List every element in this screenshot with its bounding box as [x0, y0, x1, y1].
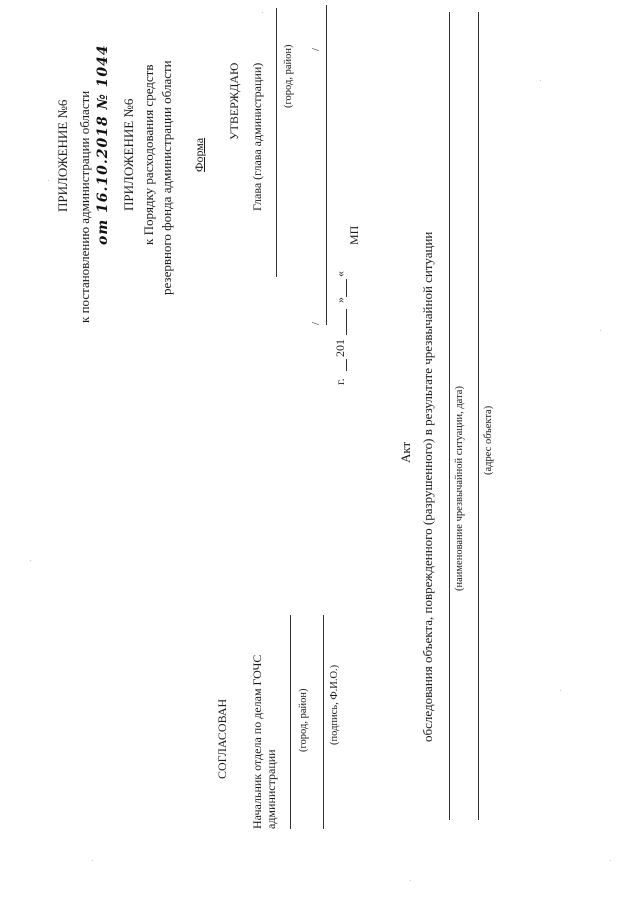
- approve-city-caption: (город, район): [283, 44, 294, 108]
- approve-slash-left: /: [311, 322, 322, 325]
- appendix-order-title: ПРИЛОЖЕНИЕ №6: [121, 98, 136, 211]
- approve-head-label: Глава (глава администрации): [250, 62, 264, 211]
- approve-signature-line: [326, 5, 327, 325]
- agreed-title: СОГЛАСОВАН: [215, 698, 229, 779]
- act-title: Акт: [398, 441, 413, 463]
- act-emergency-caption: (наименование чрезвычайной ситуации, дата): [454, 386, 465, 591]
- approve-stamp-mp: МП: [347, 225, 361, 245]
- approve-year-suffix: г.: [333, 378, 347, 385]
- approve-year: 201: [333, 339, 347, 357]
- agreed-position-line1: Начальник отдела по делам ГОЧС: [250, 654, 264, 829]
- approve-city-line: [276, 8, 277, 277]
- act-subtitle: обследования объекта, поврежденного (разрушенного) в результате чрезвычайной ситуации: [420, 231, 435, 742]
- approve-title: УТВЕРЖДАЮ: [227, 62, 241, 140]
- handwritten-resolution-date: от 16.10.2018 № 1044: [95, 44, 111, 245]
- scan-speck: [610, 860, 611, 861]
- act-emergency-line: [449, 12, 450, 820]
- scan-speck: [48, 180, 49, 181]
- agreed-signature-line: [323, 615, 324, 829]
- appendix-order-line1: к Порядку расходования средств: [141, 64, 156, 245]
- act-address-caption: (адрес объекта): [483, 405, 494, 475]
- agreed-city-caption: (город, район): [298, 688, 309, 752]
- approve-date-close-quote: »: [333, 297, 347, 303]
- scan-speck: [262, 12, 263, 13]
- scan-speck: [92, 860, 93, 861]
- scan-speck: [600, 330, 601, 331]
- approve-slash-right: /: [311, 48, 322, 51]
- agreed-position-line2: администрации: [264, 749, 278, 829]
- approve-year-line: [346, 359, 347, 371]
- agreed-signature-caption: (подпись, Ф.И.О.): [329, 664, 340, 745]
- approve-date-open-quote: «: [333, 271, 347, 277]
- appendix-order-line2: резервного фонда администрации области: [159, 60, 174, 295]
- scan-speck: [410, 880, 411, 881]
- scan-speck: [540, 80, 541, 81]
- scan-speck: [30, 560, 31, 561]
- approve-day-line: [346, 279, 347, 297]
- approve-month-line: [346, 309, 347, 335]
- appendix-main-line1: к постановлению администрации области: [77, 90, 92, 323]
- scan-speck: [560, 690, 561, 691]
- form-label: Форма: [192, 137, 206, 172]
- agreed-city-line: [290, 615, 291, 829]
- appendix-main-title: ПРИЛОЖЕНИЕ №6: [55, 99, 70, 212]
- act-address-line: [478, 12, 479, 820]
